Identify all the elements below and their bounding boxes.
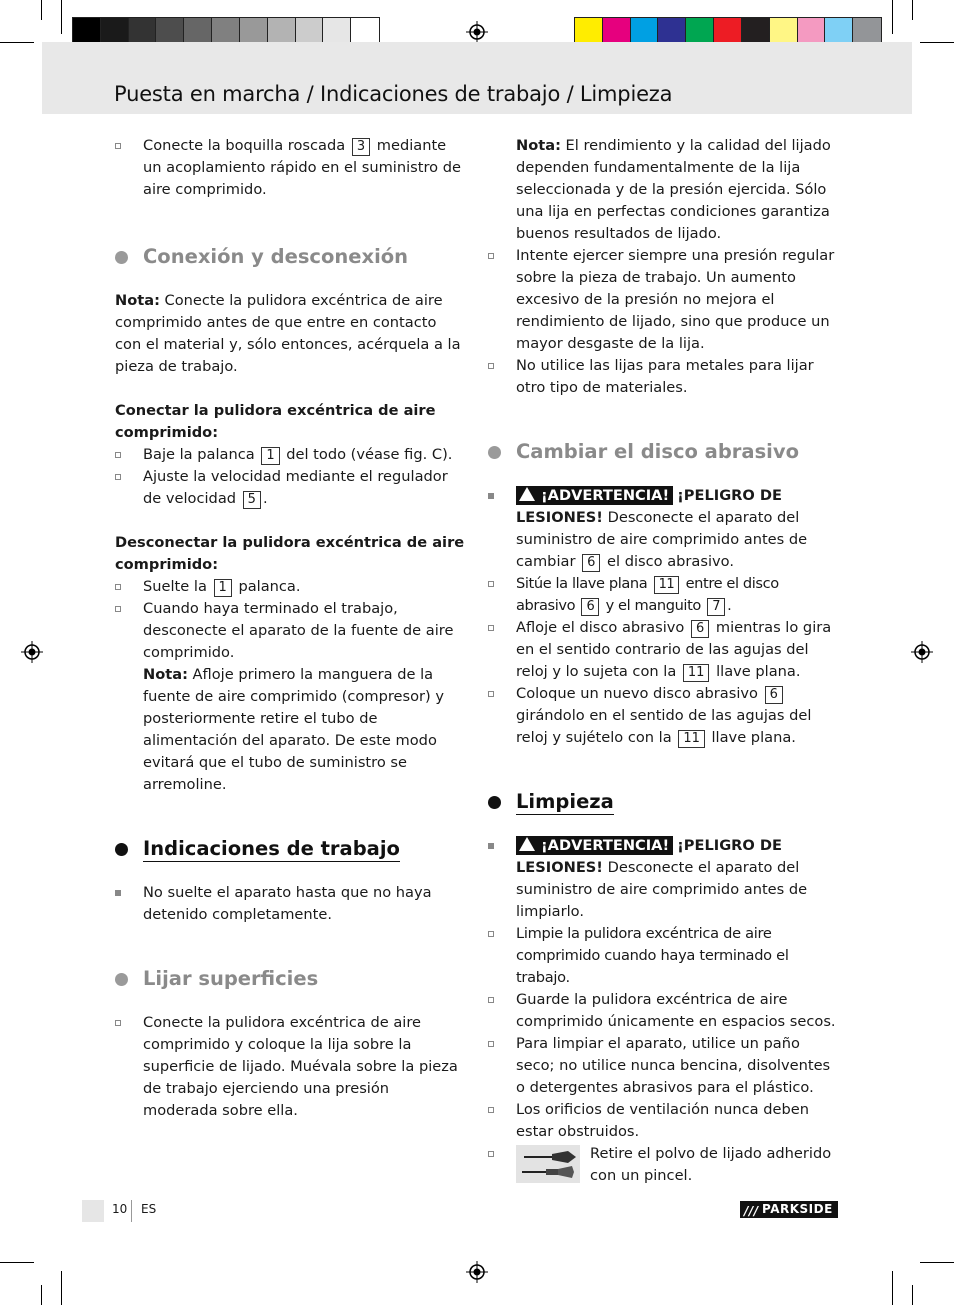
warning-triangle-icon: [519, 837, 535, 851]
part-ref: 3: [352, 138, 370, 156]
checkbox-bullet-icon: [115, 143, 121, 149]
brand-name: PARKSIDE: [762, 1202, 833, 1216]
checkbox-bullet-icon: [488, 363, 494, 369]
bullet-dot-icon: [115, 973, 128, 986]
part-ref: 11: [654, 576, 680, 594]
checkbox-bullet-icon: [488, 691, 494, 697]
list-item: Sitúe la llave plana 11 entre el disco abrasivo 6 y el manguito 7 .: [488, 573, 838, 617]
checkbox-bullet-icon: [115, 452, 121, 458]
footer-divider: [131, 1200, 132, 1222]
part-ref: 6: [581, 598, 599, 616]
checkbox-bullet-icon: [488, 931, 494, 937]
part-ref: 11: [683, 664, 710, 682]
section-heading-indicaciones: Indicaciones de trabajo: [115, 836, 465, 862]
left-column: [115, 135, 465, 1122]
crop-mark: [61, 0, 62, 34]
page-number: 10: [112, 1202, 128, 1216]
crop-mark: [0, 42, 34, 43]
crop-mark: [0, 1262, 34, 1263]
section-heading-conexion: Conexión y desconexión: [115, 244, 465, 270]
part-ref: 6: [765, 686, 783, 704]
brand-stripes: ///: [744, 1204, 759, 1218]
bullet-dot-icon: [488, 796, 501, 809]
part-ref: 1: [214, 579, 232, 597]
checkbox-bullet-icon: [115, 1020, 121, 1026]
crop-mark: [892, 0, 893, 34]
checkbox-bullet-icon: [115, 474, 121, 480]
square-bullet-icon: [115, 890, 121, 896]
warning-triangle-icon: [519, 487, 535, 501]
list-item: Afloje el disco abrasivo 6 mientras lo gira en el sentido contrario de las agujas del reloj y lo sujeta con la 11 llave plana.: [488, 617, 838, 683]
brush-icon: [516, 1145, 580, 1183]
section-heading-limpieza: Limpieza: [488, 789, 838, 815]
registration-mark-icon: [466, 1261, 488, 1283]
crop-mark: [892, 1271, 893, 1305]
warning-item: ¡ADVERTENCIA! ¡PELIGRO DE LESIONES! Desconecte el aparato del suministro de aire comprimido antes de cambiar 6 el disco abrasivo.: [488, 485, 838, 573]
list-item: Conecte la boquilla roscada 3 mediante un acoplamiento rápido en el suministro de aire comprimido.: [115, 135, 465, 201]
brand-logo: [740, 1201, 838, 1218]
checkbox-bullet-icon: [488, 625, 494, 631]
crop-mark: [912, 1285, 913, 1305]
registration-mark-icon: [911, 641, 933, 663]
checkbox-bullet-icon: [115, 584, 121, 590]
crop-mark: [61, 1271, 62, 1305]
part-ref: 1: [261, 447, 279, 465]
registration-mark-icon: [21, 641, 43, 663]
bullet-dot-icon: [488, 446, 501, 459]
list-item: Limpie la pulidora excéntrica de aire comprimido cuando haya terminado el trabajo.: [488, 923, 838, 989]
section-heading-lijar: Lijar superficies: [115, 966, 465, 992]
list-item: No utilice las lijas para metales para lijar otro tipo de materiales.: [488, 355, 838, 399]
language-code: ES: [141, 1202, 157, 1216]
crop-mark: [41, 0, 42, 20]
subheading-connect: Conectar la pulidora excéntrica de aire comprimido:: [115, 402, 436, 441]
list-item: No suelte el aparato hasta que no haya detenido completamente.: [115, 882, 465, 926]
warning-badge: ¡ADVERTENCIA!: [516, 836, 673, 855]
page-title: Puesta en marcha / Indicaciones de trabajo / Limpieza: [114, 82, 673, 106]
checkbox-bullet-icon: [488, 1107, 494, 1113]
checkbox-bullet-icon: [115, 606, 121, 612]
checkbox-bullet-icon: [488, 253, 494, 259]
list-item: Coloque un nuevo disco abrasivo 6 girándolo en el sentido de las agujas del reloj y sujételo con la 11 llave plana.: [488, 683, 838, 749]
section-heading-cambiar: Cambiar el disco abrasivo: [488, 439, 838, 465]
list-item: Suelte la 1 palanca.: [115, 576, 465, 598]
note-paragraph: Nota: El rendimiento y la calidad del lijado dependen fundamentalmente de la lija seleccionada y de la presión ejercida. Sólo una lija en perfectas condiciones garantiza buenos resultados de lijado.: [516, 137, 831, 242]
note-paragraph: Nota: Conecte la pulidora excéntrica de aire comprimido antes de que entre en contacto con el material y, sólo entonces, acérquela a la pieza de trabajo.: [115, 292, 461, 375]
list-item: Retire el polvo de lijado adherido con un pincel.: [488, 1143, 838, 1187]
part-ref: 11: [678, 730, 705, 748]
list-item: Para limpiar el aparato, utilice un paño seco; no utilice nunca bencina, disolventes o detergentes abrasivos para el plástico.: [488, 1033, 838, 1099]
bullet-dot-icon: [115, 251, 128, 264]
checkbox-bullet-icon: [488, 997, 494, 1003]
list-item: Ajuste la velocidad mediante el regulador de velocidad 5 .: [115, 466, 465, 510]
list-item: Cuando haya terminado el trabajo, desconecte el aparato de la fuente de aire comprimido. Nota: Afloje primero la manguera de la fuente de aire comprimido (compresor) y posteriormente retire el tubo de alimentación del aparato. De este modo evitará que el tubo de suministro se arremoline.: [115, 598, 465, 796]
part-ref: 6: [691, 620, 709, 638]
square-bullet-icon: [488, 493, 494, 499]
registration-mark-icon: [466, 21, 488, 43]
list-item: Guarde la pulidora excéntrica de aire comprimido únicamente en espacios secos.: [488, 989, 838, 1033]
right-column: [488, 135, 838, 1187]
list-item: Baje la palanca 1 del todo (véase fig. C).: [115, 444, 465, 466]
part-ref: 7: [707, 598, 725, 616]
warning-badge: ¡ADVERTENCIA!: [516, 486, 673, 505]
list-item: Conecte la pulidora excéntrica de aire comprimido y coloque la lija sobre la superficie de lijado. Muévala sobre la pieza de trabajo ejerciendo una presión moderada sobre ella.: [115, 1012, 465, 1122]
part-ref: 5: [243, 491, 261, 509]
checkbox-bullet-icon: [488, 1151, 494, 1157]
crop-mark: [920, 42, 954, 43]
list-item: Los orificios de ventilación nunca deben estar obstruidos.: [488, 1099, 838, 1143]
bullet-dot-icon: [115, 843, 128, 856]
checkbox-bullet-icon: [488, 581, 494, 587]
list-item: Intente ejercer siempre una presión regular sobre la pieza de trabajo. Un aumento excesivo de la presión no mejora el rendimiento de lijado, sino que produce un mayor desgaste de la lija.: [488, 245, 838, 355]
part-ref: 6: [582, 554, 600, 572]
crop-mark: [912, 0, 913, 20]
crop-mark: [41, 1285, 42, 1305]
footer-tab: [82, 1200, 104, 1222]
checkbox-bullet-icon: [488, 1041, 494, 1047]
subheading-disconnect: Desconectar la pulidora excéntrica de aire comprimido:: [115, 534, 465, 573]
warning-item: ¡ADVERTENCIA! ¡PELIGRO DE LESIONES! Desconecte el aparato del suministro de aire comprimido antes de limpiarlo.: [488, 835, 838, 923]
crop-mark: [920, 1262, 954, 1263]
square-bullet-icon: [488, 843, 494, 849]
